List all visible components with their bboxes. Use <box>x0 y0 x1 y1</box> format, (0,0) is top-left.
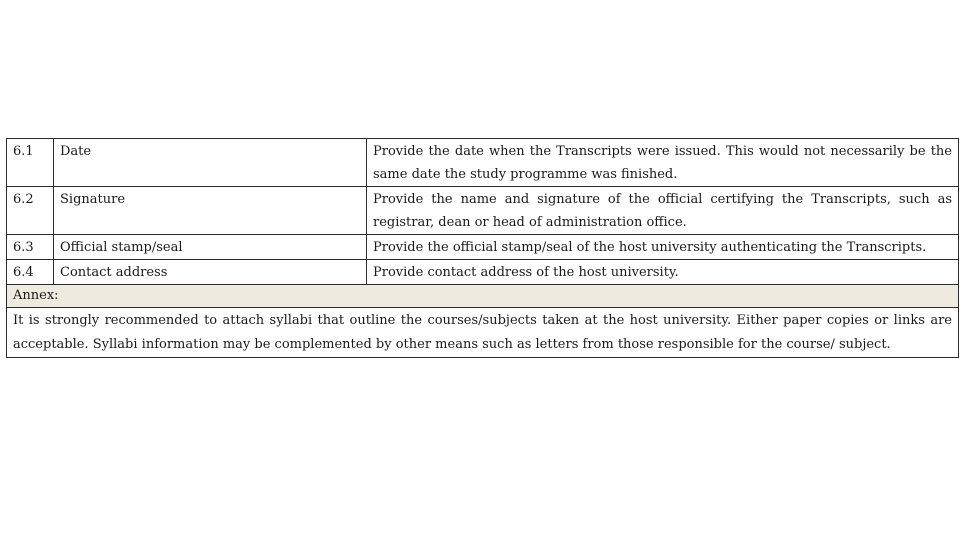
table-row <box>7 139 959 187</box>
field-name: Date <box>54 139 367 187</box>
field-name: Signature <box>54 187 367 235</box>
annex-heading-row <box>7 285 959 308</box>
field-description: Provide the date when the Transcripts were issued. This would not necessarily be the same date the study programme was finished. <box>367 139 959 187</box>
row-number: 6.3 <box>7 235 54 260</box>
table-row <box>7 260 959 285</box>
field-name: Official stamp/seal <box>54 235 367 260</box>
table-row <box>7 235 959 260</box>
field-description: Provide the official stamp/seal of the host university authenticating the Transcripts. <box>367 235 959 260</box>
annex-body-row <box>7 308 959 358</box>
field-description: Provide the name and signature of the official certifying the Transcripts, such as registrar, dean or head of administration office. <box>367 187 959 235</box>
row-number: 6.2 <box>7 187 54 235</box>
row-number: 6.4 <box>7 260 54 285</box>
row-number: 6.1 <box>7 139 54 187</box>
field-name: Contact address <box>54 260 367 285</box>
table-row <box>7 187 959 235</box>
annex-text: It is strongly recommended to attach syllabi that outline the courses/subjects taken at the host university. Either paper copies or links are acceptable. Syllabi information may be complemented by other means such as letters from those responsible for the course/ subject. <box>7 308 959 358</box>
field-description: Provide contact address of the host university. <box>367 260 959 285</box>
annex-heading: Annex: <box>7 285 959 308</box>
transcript-guidelines-table <box>6 138 959 358</box>
